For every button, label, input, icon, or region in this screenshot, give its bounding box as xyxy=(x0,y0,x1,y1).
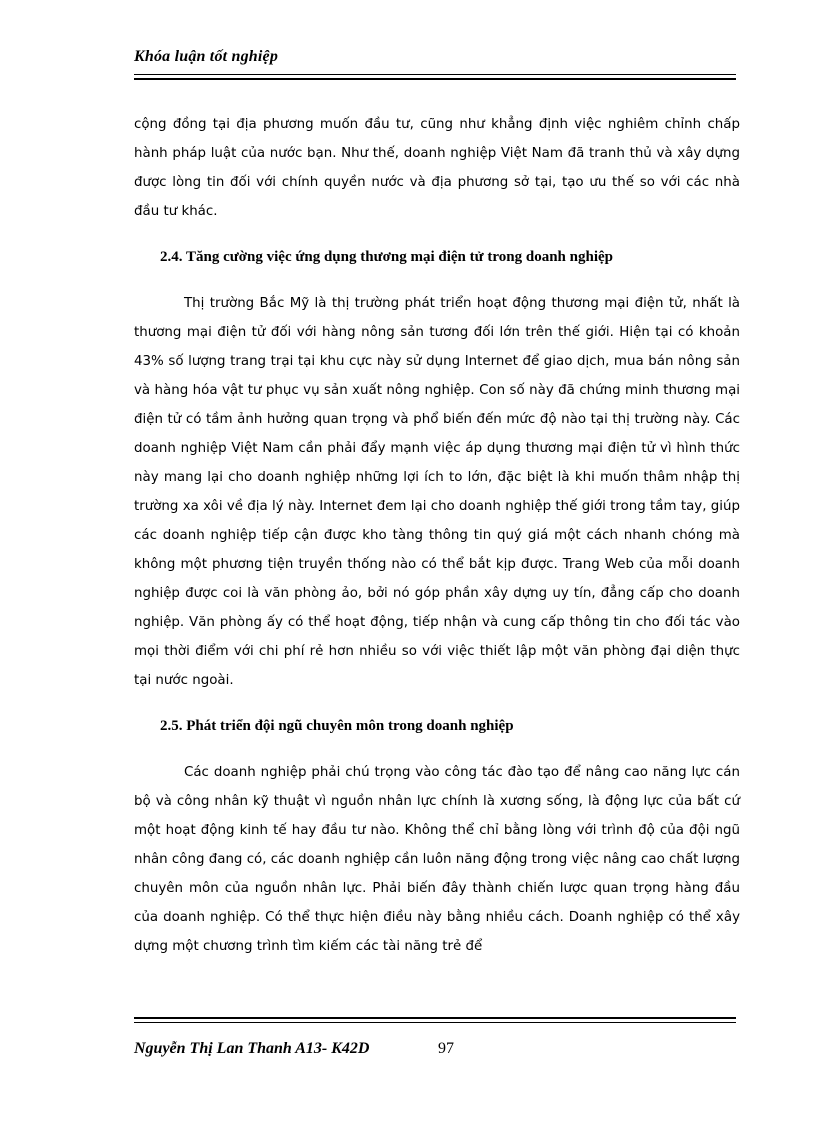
spacer xyxy=(134,695,740,712)
section-2-4-heading: 2.4. Tăng cường việc ứng dụng thương mại điện tử trong doanh nghiệp xyxy=(160,249,613,265)
section-2-4-paragraph: Thị trường Bắc Mỹ là thị trường phát triển hoạt động thương mại điện tử, nhất là thương mại điện tử đối với hàng nông sản tương đối lớn trên thế giới. Hiện tại có khoản 43% số lượng trang trại tại khu cực này sử dụng Internet để giao dịch, mua bán nông sản và hàng hóa vật tư phục vụ sản xuất nông nghiệp. Con số này đã chứng minh thương mại điện tử có tầm ảnh hưởng quan trọng và phổ biến đến mức độ nào tại thị trường này. Các doanh nghiệp Việt Nam cần phải đẩy mạnh việc áp dụng thương mại điện tử vì hình thức này mang lại cho doanh nghiệp những lợi ích to lớn, đặc biệt là khi muốn thâm nhập thị trường xa xôi về địa lý này. Internet đem lại cho doanh nghiệp thế giới trong tầm tay, giúp các doanh nghiệp tiếp cận được kho tàng thông tin quý giá một cách nhanh chóng mà không một phương tiện truyền thống nào có thể bắt kịp được. Trang Web của mỗi doanh nghiệp được coi là văn phòng ảo, bởi nó góp phần xây dựng uy tín, đẳng cấp cho doanh nghiệp. Văn phòng ấy có thể hoạt động, tiếp nhận và cung cấp thông tin cho đối tác vào mọi thời điểm với chi phí rẻ hơn nhiều so với việc thiết lập một văn phòng đại diện thực tại nước ngoài. xyxy=(134,296,740,688)
spacer xyxy=(134,226,740,243)
footer-author: Nguyễn Thị Lan Thanh A13- K42D xyxy=(134,1040,370,1057)
running-header-title: Khóa luận tốt nghiệp xyxy=(134,48,279,65)
page-body xyxy=(134,110,740,961)
section-2-5-heading: 2.5. Phát triển đội ngũ chuyên môn trong doanh nghiệp xyxy=(160,718,514,734)
spacer xyxy=(134,741,740,758)
header-double-rule xyxy=(134,74,736,80)
intro-paragraph: cộng đồng tại địa phương muốn đầu tư, cũng như khẳng định việc nghiêm chỉnh chấp hành pháp luật của nước bạn. Như thế, doanh nghiệp Việt Nam đã tranh thủ và xây dựng được lòng tin đối với chính quyền nước và địa phương sở tại, tạo ưu thế so với các nhà đầu tư khác. xyxy=(134,117,740,219)
spacer xyxy=(134,272,740,289)
footer-double-rule xyxy=(134,1017,736,1023)
page-number: 97 xyxy=(438,1040,454,1057)
section-2-5-paragraph: Các doanh nghiệp phải chú trọng vào công tác đào tạo để nâng cao năng lực cán bộ và công nhân kỹ thuật vì nguồn nhân lực chính là xương sống, là động lực của bất cứ một hoạt động kinh tế hay đầu tư nào. Không thể chỉ bằng lòng với trình độ của đội ngũ nhân công đang có, các doanh nghiệp cần luôn năng động trong việc nâng cao chất lượng chuyên môn của nguồn nhân lực. Phải biến đây thành chiến lược quan trọng hàng đầu của doanh nghiệp. Có thể thực hiện điều này bằng nhiều cách. Doanh nghiệp có thể xây dựng một chương trình tìm kiếm các tài năng trẻ để xyxy=(134,765,740,954)
